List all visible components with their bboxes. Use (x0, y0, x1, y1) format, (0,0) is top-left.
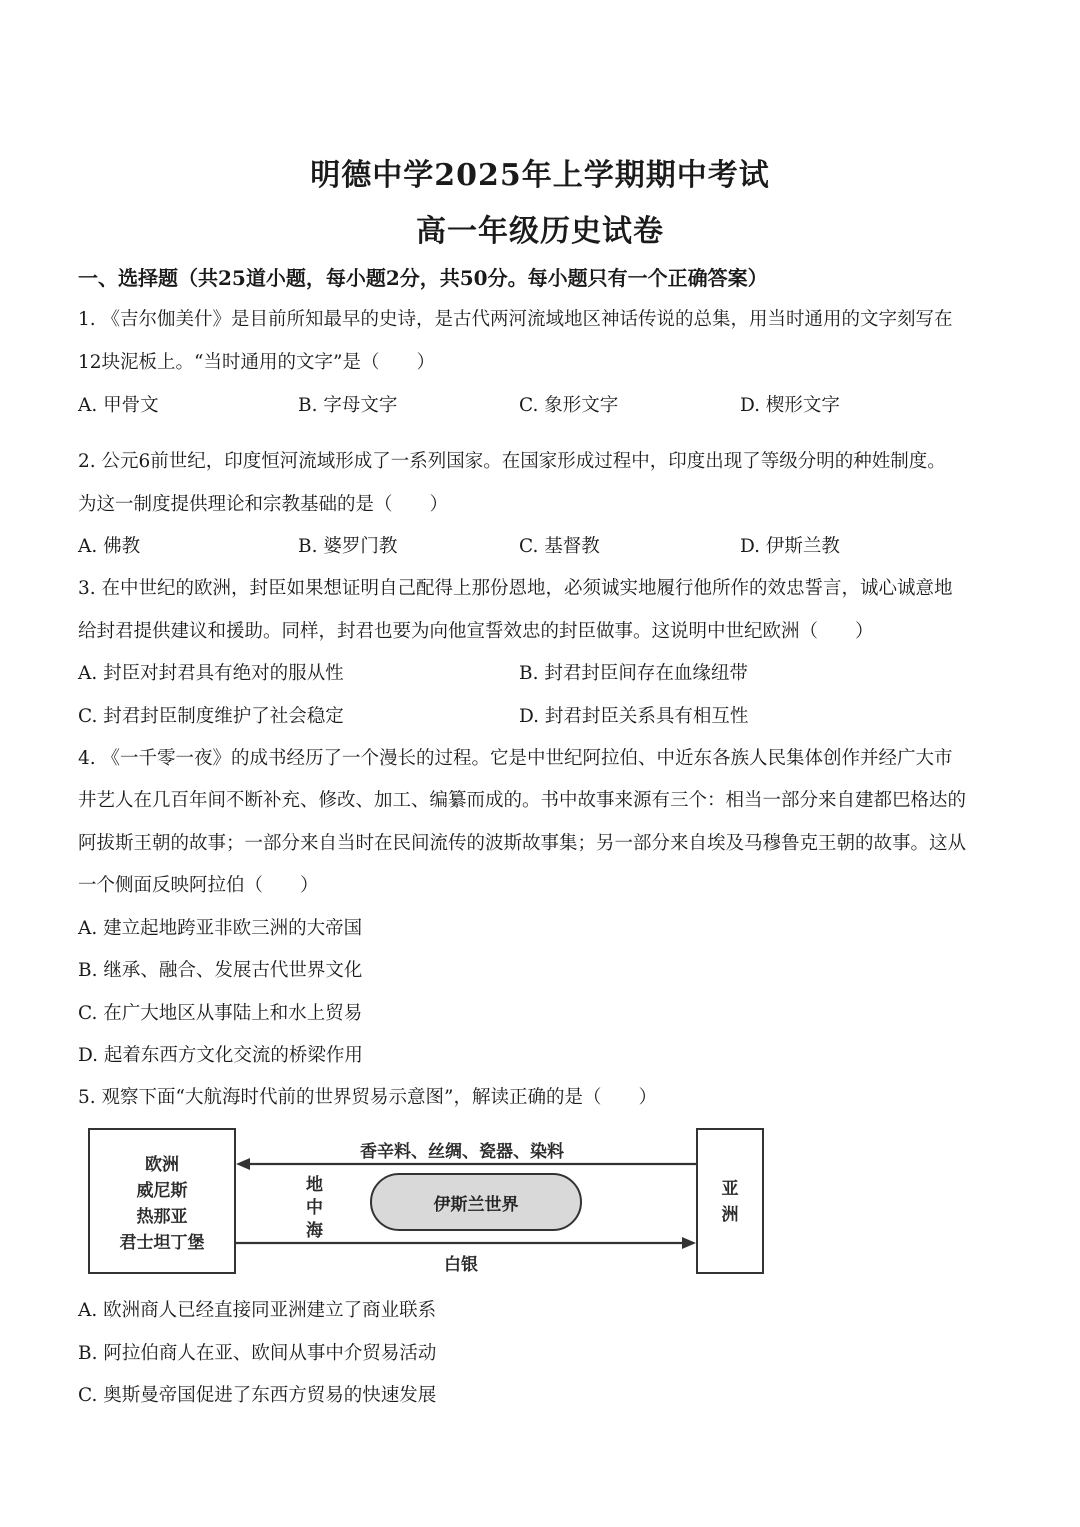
question-3-line-2: 给封君提供建议和援助。同样，封君也要为向他宣誓效忠的封臣做事。这说明中世纪欧洲（ ） (78, 621, 874, 642)
question-4-line-4: 一个侧面反映阿拉伯（ ） (78, 875, 319, 896)
question-1-line-2: 12块泥板上。“当时通用的文字”是（ ） (78, 352, 435, 373)
question-4-line-3: 阿拔斯王朝的故事；一部分来自当时在民间流传的波斯故事集；另一部分来自埃及马穆鲁克王朝的故事。这从 (78, 833, 967, 854)
question-5-line-1: 5. 观察下面“大航海时代前的世界贸易示意图”，解读正确的是（ ） (78, 1087, 657, 1108)
question-5-option-b[interactable]: B. 阿拉伯商人在亚、欧间从事中介贸易活动 (78, 1343, 437, 1364)
question-4-option-c[interactable]: C. 在广大地区从事陆上和水上贸易 (78, 1003, 363, 1024)
question-2-option-a[interactable]: A. 佛教 (78, 536, 141, 557)
question-1-option-c[interactable]: C. 象形文字 (519, 395, 619, 416)
venice-label: 威尼斯 (136, 1181, 188, 1201)
trade-arrows (234, 1150, 698, 1250)
question-3-option-d[interactable]: D. 封君封臣关系具有相互性 (519, 706, 749, 727)
question-2-option-c[interactable]: C. 基督教 (519, 536, 600, 557)
question-2-option-d[interactable]: D. 伊斯兰教 (740, 536, 840, 557)
section-heading: 一、选择题（共25道小题，每小题2分，共50分。每小题只有一个正确答案） (78, 266, 768, 290)
question-4-line-1: 4. 《一千零一夜》的成书经历了一个漫长的过程。它是中世纪阿拉伯、中近东各族人民集体创作并经广大市 (78, 748, 953, 769)
question-3-option-c[interactable]: C. 封君封臣制度维护了社会稳定 (78, 706, 344, 727)
constantinople-label: 君士坦丁堡 (119, 1233, 205, 1253)
question-1-option-b[interactable]: B. 字母文字 (298, 395, 398, 416)
question-3-option-a[interactable]: A. 封臣对封君具有绝对的服从性 (78, 663, 344, 684)
europe-box (88, 1128, 236, 1274)
sea-label-char-2: 中 (306, 1198, 323, 1218)
question-2-line-2: 为这一制度提供理论和宗教基础的是（ ） (78, 494, 449, 515)
question-4-option-d[interactable]: D. 起着东西方文化交流的桥梁作用 (78, 1045, 363, 1066)
goods-label: 香辛料、丝绸、瓷器、染料 (360, 1142, 564, 1162)
question-2-line-1: 2. 公元6前世纪，印度恒河流域形成了一系列国家。在国家形成过程中，印度出现了等级分明的种姓制度。 (78, 451, 946, 472)
question-5-option-a[interactable]: A. 欧洲商人已经直接同亚洲建立了商业联系 (78, 1300, 437, 1321)
question-1-line-1: 1. 《吉尔伽美什》是目前所知最早的史诗，是古代两河流域地区神话传说的总集，用当时通用的文字刻写在 (78, 309, 953, 330)
question-4-option-a[interactable]: A. 建立起地跨亚非欧三洲的大帝国 (78, 918, 363, 939)
question-4-option-b[interactable]: B. 继承、融合、发展古代世界文化 (78, 960, 363, 981)
exam-subtitle: 高一年级历史试卷 (416, 214, 664, 249)
exam-title: 明德中学2025年上学期期中考试 (310, 158, 770, 193)
genoa-label: 热那亚 (136, 1207, 188, 1227)
asia-box (696, 1128, 764, 1274)
europe-label: 欧洲 (145, 1155, 179, 1175)
sea-label-char-1: 地 (306, 1175, 323, 1195)
asia-label-char-2: 洲 (721, 1205, 739, 1225)
question-3-option-b[interactable]: B. 封君封臣间存在血缘纽带 (519, 663, 748, 684)
silver-arrowhead (682, 1237, 696, 1249)
asia-label-char-1: 亚 (721, 1179, 739, 1199)
question-3-line-1: 3. 在中世纪的欧洲，封臣如果想证明自己配得上那份恩地，必须诚实地履行他所作的效忠誓言，诚心诚意地 (78, 578, 953, 599)
question-1-option-a[interactable]: A. 甲骨文 (78, 395, 159, 416)
question-4-line-2: 井艺人在几百年间不断补充、修改、加工、编纂而成的。书中故事来源有三个：相当一部分来自建都巴格达的 (78, 790, 967, 811)
question-1-option-d[interactable]: D. 楔形文字 (740, 395, 840, 416)
question-2-option-b[interactable]: B. 婆罗门教 (298, 536, 398, 557)
islamic-world-pill: 伊斯兰世界 (370, 1173, 582, 1231)
question-5-option-c[interactable]: C. 奥斯曼帝国促进了东西方贸易的快速发展 (78, 1385, 437, 1406)
goods-arrowhead (236, 1158, 250, 1170)
silver-label: 白银 (444, 1255, 478, 1275)
sea-label-char-3: 海 (306, 1221, 323, 1241)
